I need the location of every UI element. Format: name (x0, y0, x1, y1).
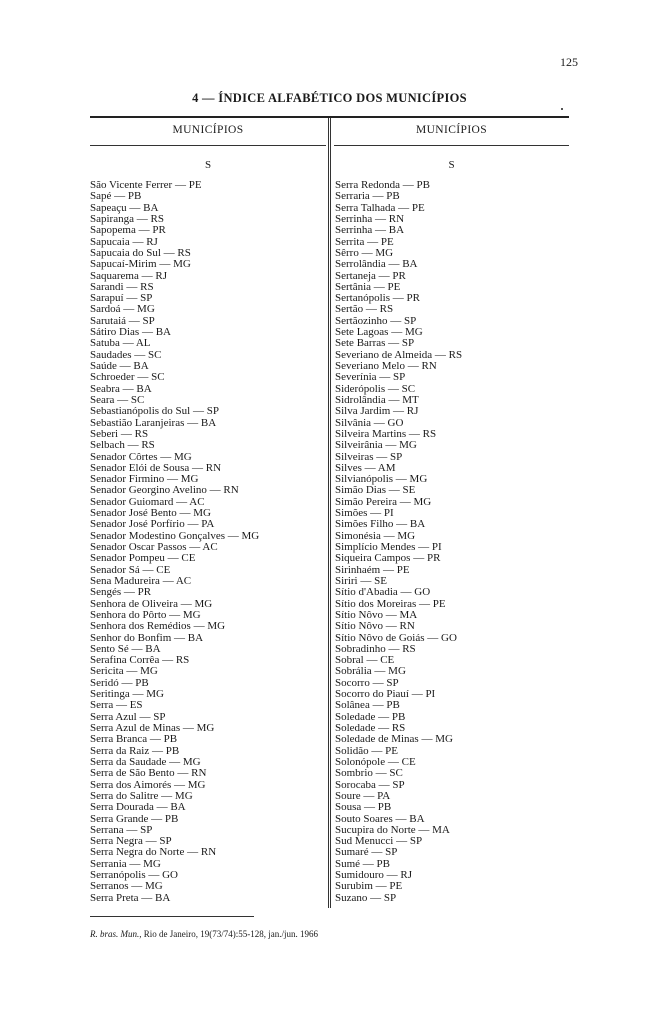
list-item: Senador José Bento — MG (90, 508, 211, 520)
list-item: Siqueira Campos — PR (335, 553, 441, 565)
list-item: Silva Jardim — RJ (335, 406, 419, 418)
footer-journal: R. bras. Mun., (90, 929, 142, 939)
list-item: Sobrália — MG (335, 666, 406, 678)
list-item: Socorro — SP (335, 677, 399, 689)
list-item: Serra Azul de Minas — MG (90, 723, 215, 734)
list-item: Senhora de Oliveira — MG (90, 598, 213, 610)
list-item: Saudades — SC (90, 349, 162, 361)
list-item: Silveira Martins — RS (335, 428, 437, 440)
list-item: Sena Madureira — AC (90, 575, 192, 587)
list-item: Sítio Nôvo — MA (335, 609, 418, 621)
list-item: Sete Lagoas — MG (335, 327, 423, 339)
page-number: 125 (560, 55, 578, 69)
list-item: Satuba — AL (90, 338, 151, 350)
list-item: Serra da Raiz — PB (90, 745, 180, 757)
list-item: Serafina Corrêa — RS (90, 655, 190, 667)
list-item: Sapeaçu — BA (90, 202, 159, 214)
list-item: Sud Menucci — SP (335, 836, 423, 848)
list-item: Serrana — SP (90, 824, 153, 836)
list-item: Sobradinho — RS (335, 643, 416, 655)
list-item: Severiano de Almeida — RS (335, 349, 463, 361)
list-item: Serra Branca — PB (90, 734, 178, 746)
list-item: Senador Pompeu — CE (90, 553, 196, 565)
list-item: Simões Filho — BA (335, 519, 426, 531)
list-item: Senador Côrtes — MG (90, 451, 192, 463)
list-item: Serrita — PE (335, 236, 394, 248)
list-item: Sarandi — RS (90, 281, 154, 293)
list-item: Simões — PI (335, 508, 394, 520)
list-item: Serranos — MG (90, 881, 163, 893)
list-item: Sertaneja — PR (335, 270, 406, 282)
list-item: Sêrro — MG (335, 247, 394, 259)
right-municipality-list (335, 180, 569, 904)
list-item: Sítio d'Abadia — GO (335, 587, 431, 599)
list-item: Senador Firmino — MG (90, 474, 199, 486)
list-item: Serra — ES (90, 700, 143, 712)
list-item: Sobral — CE (335, 655, 395, 667)
list-item: Sarutaiá — SP (90, 315, 155, 327)
list-item: Serrinha — BA (335, 225, 405, 237)
list-item: Sapucaia — RJ (90, 236, 158, 248)
list-item: Senador Guiomard — AC (90, 496, 205, 508)
list-item: Sapucaia do Sul — RS (90, 247, 191, 259)
list-item: Solânea — PB (335, 700, 400, 712)
list-item: Silvânia — GO (335, 417, 404, 429)
list-item: Silves — AM (335, 462, 396, 474)
list-item: Soure — PA (335, 790, 391, 802)
list-item: Sirinhaém — PE (335, 564, 410, 576)
list-item: Sátiro Dias — BA (90, 327, 171, 339)
list-item: Severiano Melo — RN (335, 361, 437, 372)
list-item: Serra do Salitre — MG (90, 790, 193, 802)
list-item: Sarapuí — SP (90, 293, 153, 305)
list-item: Surubim — PE (335, 881, 403, 893)
list-item: Serra Azul — SP (90, 711, 166, 723)
list-item: Senhora dos Remédios — MG (90, 621, 226, 633)
list-item: Solidão — PE (335, 745, 398, 757)
list-item: Seritinga — MG (90, 689, 164, 701)
list-item: Senador José Porfírio — PA (90, 519, 215, 531)
list-item: Siriri — SE (335, 575, 387, 587)
column-divider (328, 118, 331, 908)
list-item: Schroeder — SC (90, 372, 165, 384)
list-item: Sumidouro — RJ (335, 870, 413, 882)
list-item: Sebastião Laranjeiras — BA (90, 417, 217, 429)
list-item: Senador Modestino Gonçalves — MG (90, 530, 260, 542)
list-item: Sapopema — PR (90, 225, 166, 237)
list-item: Serra dos Aimorés — MG (90, 779, 206, 791)
footnote-rule (90, 916, 254, 917)
left-section-letter: S (204, 159, 212, 171)
list-item: Sousa — PB (335, 802, 392, 814)
list-item: Seabra — BA (90, 383, 152, 395)
list-item: Serra Redonda — PB (335, 180, 431, 191)
list-item: Sento Sé — BA (90, 643, 161, 655)
list-item: Seridó — PB (90, 677, 149, 689)
list-item: Souto Soares — BA (335, 813, 425, 825)
list-item: Serra Grande — PB (90, 813, 179, 825)
list-item: Siderópolis — SC (335, 383, 416, 395)
list-item: Sumaré — SP (335, 847, 398, 859)
list-item: Simonésia — MG (335, 530, 416, 542)
list-item: Sítio Nôvo — RN (335, 621, 415, 633)
list-item: Simão Pereira — MG (335, 496, 432, 508)
list-item: Serranópolis — GO (90, 870, 178, 882)
list-item: Sardoá — MG (90, 304, 155, 316)
list-item: Sapiranga — RS (90, 213, 164, 225)
list-item: Sengés — PR (90, 587, 152, 599)
list-item: Sericita — MG (90, 666, 158, 678)
list-item: Senador Sá — CE (90, 564, 171, 576)
left-header-rule (90, 145, 326, 146)
left-column-header: MUNICÍPIOS (172, 124, 244, 136)
list-item: Senador Elói de Sousa — RN (90, 462, 222, 474)
list-item: Silveirânia — MG (335, 440, 417, 452)
list-item: Senhora do Pôrto — MG (90, 609, 201, 621)
list-item: Sete Barras — SP (335, 338, 415, 350)
margin-mark (561, 108, 563, 110)
list-item: Sebastianópolis do Sul — SP (90, 406, 219, 418)
list-item: Seberi — RS (90, 428, 149, 440)
list-item: Saúde — BA (90, 361, 149, 372)
right-header-rule (334, 145, 569, 146)
list-item: Senador Georgino Avelino — RN (90, 485, 239, 497)
list-item: Sombrio — SC (335, 768, 403, 780)
list-item: Sertão — RS (335, 304, 394, 316)
list-item: Serra Dourada — BA (90, 802, 186, 814)
list-item: Sítio Nôvo de Goiás — GO (335, 632, 457, 644)
list-item: Soledade — RS (335, 723, 406, 734)
list-item: Simplício Mendes — PI (335, 542, 442, 553)
list-item: Simão Dias — SE (335, 485, 416, 497)
list-item: Serrolândia — BA (335, 259, 418, 271)
footer-citation (90, 929, 569, 939)
footer-reference: Rio de Janeiro, 19(73/74):55-128, jan./jun. 1966 (143, 929, 318, 939)
list-item: Sapé — PB (90, 191, 142, 203)
list-item: Sertanópolis — PR (335, 293, 420, 305)
list-item: Severínia — SP (335, 372, 406, 384)
left-municipality-list (90, 180, 326, 904)
list-item: Selbach — RS (90, 440, 155, 452)
list-item: Silvianópolis — MG (335, 474, 428, 486)
list-item: Sapucaí-Mirim — MG (90, 259, 191, 271)
list-item: Serra de São Bento — RN (90, 768, 207, 780)
list-item: Solonópole — CE (335, 756, 416, 768)
list-item: Serra Negra — SP (90, 836, 172, 848)
list-item: Silveiras — SP (335, 451, 403, 463)
section-title: 4 — ÍNDICE ALFABÉTICO DOS MUNICÍPIOS (192, 91, 467, 105)
list-item: Sorocaba — SP (335, 779, 405, 791)
list-item: Serra Preta — BA (90, 892, 171, 904)
list-item: Sertãozinho — SP (335, 315, 417, 327)
list-item: Saquarema — RJ (90, 270, 167, 282)
list-item: Sertânia — PE (335, 281, 401, 293)
list-item: Sumé — PB (335, 858, 391, 870)
list-item: Suzano — SP (335, 892, 397, 904)
list-item: Serrania — MG (90, 858, 161, 870)
list-item: Soledade de Minas — MG (335, 734, 453, 746)
list-item: Serrinha — RN (335, 213, 405, 225)
list-item: Senador Oscar Passos — AC (90, 542, 218, 553)
list-item: Sucupira do Norte — MA (335, 824, 450, 836)
list-item: Serraria — PB (335, 191, 400, 203)
list-item: São Vicente Ferrer — PE (90, 180, 202, 191)
list-item: Senhor do Bonfim — BA (90, 632, 204, 644)
list-item: Serra Talhada — PE (335, 202, 425, 214)
list-item: Soledade — PB (335, 711, 406, 723)
list-item: Socorro do Piauí — PI (335, 689, 436, 701)
right-section-letter: S (448, 159, 455, 171)
list-item: Serra Negra do Norte — RN (90, 847, 217, 859)
list-item: Seara — SC (90, 394, 145, 406)
list-item: Sidrolândia — MT (335, 394, 419, 406)
right-column-header: MUNICÍPIOS (415, 124, 488, 136)
list-item: Serra da Saudade — MG (90, 756, 201, 768)
list-item: Sítio dos Moreiras — PE (335, 598, 446, 610)
